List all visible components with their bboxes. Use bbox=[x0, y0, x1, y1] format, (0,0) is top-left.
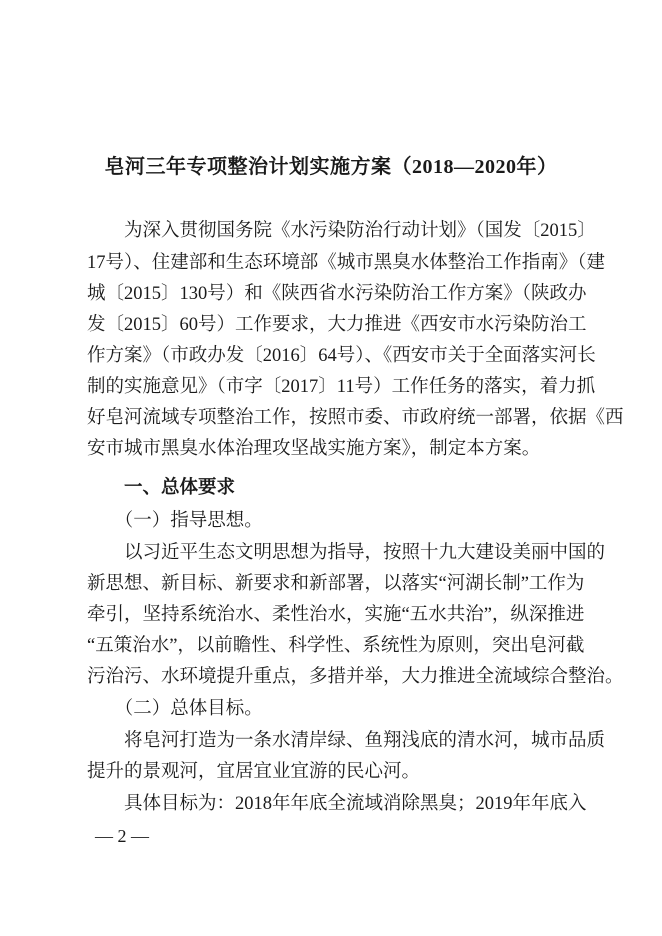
text-line: 提升的景观河，宜居宜业宜游的民心河。 bbox=[87, 762, 421, 782]
text-line: 制的实施意见》（市字〔2017〕11号）工作任务的落实，着力抓 bbox=[87, 377, 596, 397]
text-line: 作方案》（市政办发〔2016〕64号）、《西安市关于全面落实河长 bbox=[87, 346, 596, 366]
section-heading: 一、总体要求 bbox=[87, 478, 236, 498]
text-line: 新思想、新目标、新要求和新部署，以落实“河湖长制”工作为 bbox=[87, 574, 585, 594]
text-line: 发〔2015〕60号）工作要求，大力推进《西安市水污染防治工 bbox=[87, 315, 587, 335]
text-line: （二）总体目标。 bbox=[87, 699, 263, 719]
text-line: 好皂河流域专项整治工作，按照市委、市政府统一部署，依据《西 bbox=[87, 408, 624, 428]
text-line: 牵引，坚持系统治水、柔性治水，实施“五水共治”，纵深推进 bbox=[87, 605, 585, 625]
text-line: （一）指导思想。 bbox=[87, 511, 263, 531]
text-line: 17号）、住建部和生态环境部《城市黑臭水体整治工作指南》（建 bbox=[87, 253, 606, 273]
text-line: 将皂河打造为一条水清岸绿、鱼翔浅底的清水河，城市品质 bbox=[87, 731, 606, 751]
page-number: — 2 — bbox=[95, 826, 149, 846]
text-line: 城〔2015〕130号）和《陕西省水污染防治工作方案》（陕政办 bbox=[87, 284, 587, 304]
text-line: 以习近平生态文明思想为指导，按照十九大建设美丽中国的 bbox=[87, 543, 606, 563]
text-line: “五策治水”，以前瞻性、科学性、系统性为原则，突出皂河截 bbox=[87, 636, 585, 656]
text-line: 为深入贯彻国务院《水污染防治行动计划》（国发〔2015〕 bbox=[87, 221, 596, 241]
document-title: 皂河三年专项整治计划实施方案（2018—2020年） bbox=[104, 156, 558, 178]
text-line: 具体目标为：2018年年底全流域消除黑臭；2019年年底入 bbox=[87, 794, 587, 814]
text-line: 安市城市黑臭水体治理攻坚战实施方案》，制定本方案。 bbox=[87, 439, 541, 459]
text-line: 污治污、水环境提升重点，多措并举，大力推进全流域综合整治。 bbox=[87, 667, 624, 687]
